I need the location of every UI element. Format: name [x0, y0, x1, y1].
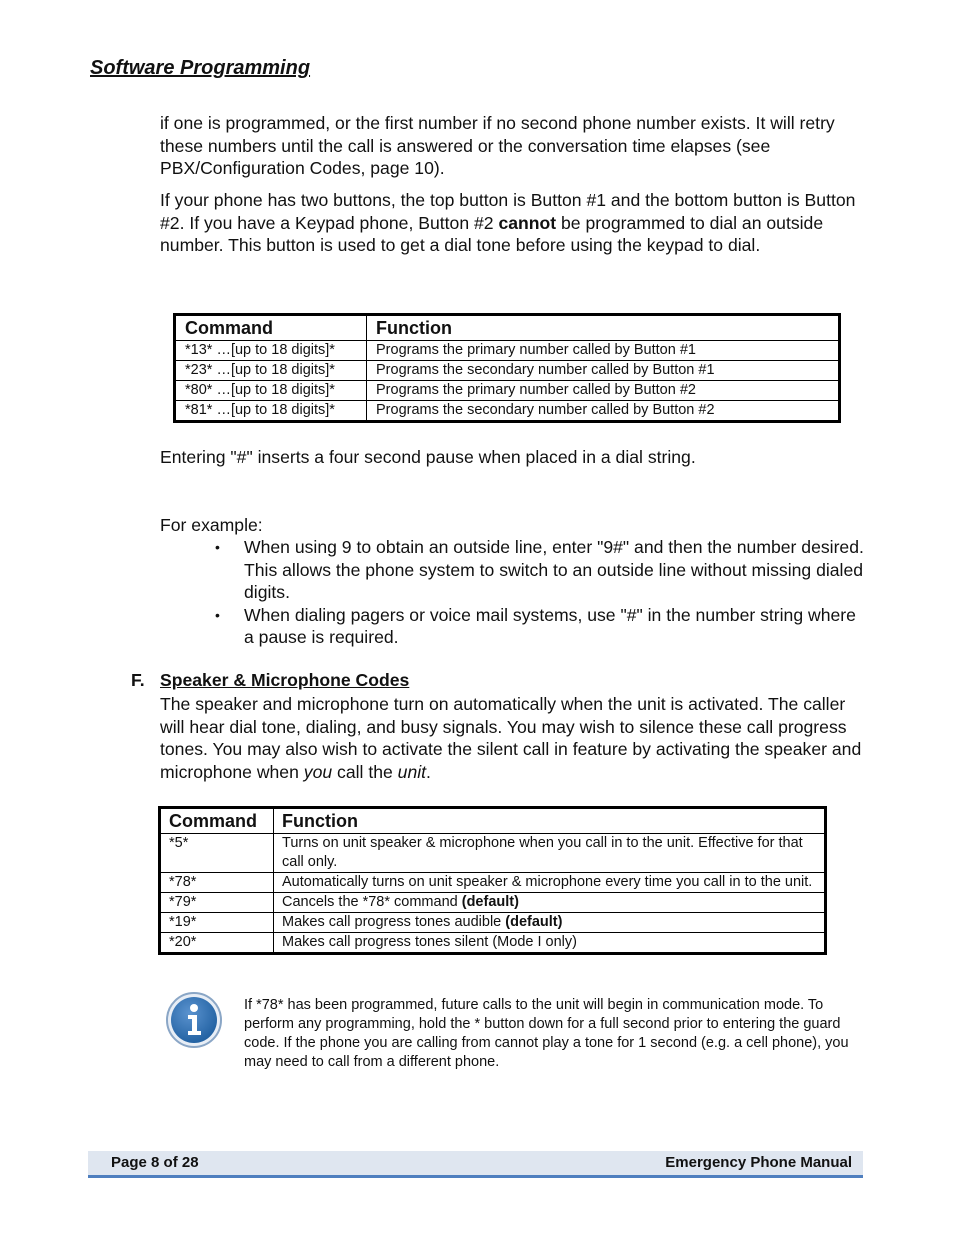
table-row	[175, 381, 840, 401]
speaker-command-table	[158, 806, 827, 955]
table-header-row	[160, 808, 826, 834]
function-cell: Programs the secondary number called by Button #2	[367, 401, 840, 422]
function-cell: Programs the secondary number called by Button #1	[367, 361, 840, 381]
command-cell: *80* …[up to 18 digits]*	[175, 381, 367, 401]
info-icon	[165, 991, 223, 1049]
table-row	[160, 873, 826, 893]
table-row	[160, 834, 826, 873]
command-cell: *20*	[160, 933, 274, 954]
button-command-table	[173, 313, 841, 423]
command-cell: *5*	[160, 834, 274, 873]
intro-paragraph-2: If your phone has two buttons, the top button is Button #1 and the bottom button is Button #2. If you have a Keypad phone, Button #2 cannot be programmed to dial an outside number. This button is used to get a dial tone before using the keypad to dial.	[160, 190, 856, 255]
pause-note: Entering "#" inserts a four second pause when placed in a dial string.	[160, 447, 696, 467]
table-header-row	[175, 315, 840, 341]
bullet-icon: •	[215, 539, 220, 555]
section-letter: F.	[131, 670, 145, 690]
function-cell: Automatically turns on unit speaker & microphone every time you call in to the unit.	[274, 873, 826, 893]
table-row	[175, 341, 840, 361]
bullet-icon: •	[215, 606, 220, 623]
column-header: Command	[175, 315, 367, 341]
table-row	[175, 401, 840, 422]
table-row	[160, 933, 826, 954]
section-title: Speaker & Microphone Codes	[160, 670, 410, 690]
column-header: Command	[160, 808, 274, 834]
intro-paragraph-1: if one is programmed, or the first number if no second phone number exists. It will retry these numbers until the call is answered or the conversation time elapses (see PBX/Configuration Codes, page 10).	[160, 113, 835, 178]
table-row	[160, 913, 826, 933]
section-f-body: The speaker and microphone turn on automatically when the unit is activated. The caller will hear dial tone, dialing, and busy signals. You may wish to silence these call progress tones. You may also wish to activate the silent call in feature by activating the speaker and microphone when you call the unit.	[160, 694, 862, 782]
function-cell: Turns on unit speaker & microphone when you call in to the unit. Effective for that call only.	[274, 834, 826, 873]
list-item: • When using 9 to obtain an outside line, enter "9#" and then the number desired. This allows the phone system to switch to an outside line without missing dialed digits.	[215, 537, 864, 602]
table-row	[175, 361, 840, 381]
function-cell: Programs the primary number called by Button #1	[367, 341, 840, 361]
example-list	[215, 536, 865, 649]
function-cell: Makes call progress tones silent (Mode I only)	[274, 933, 826, 954]
command-cell: *81* …[up to 18 digits]*	[175, 401, 367, 422]
info-note: If *78* has been programmed, future calls to the unit will begin in communication mode. To perform any programming, hold the * button down for a full second prior to entering the guard code. If the phone you are calling from cannot play a tone for 1 second (e.g. a cell phone), you may need to call from a different phone.	[244, 997, 849, 1070]
manual-title: Emergency Phone Manual	[665, 1154, 852, 1171]
table-row	[160, 893, 826, 913]
command-cell: *19*	[160, 913, 274, 933]
section-header: Software Programming	[90, 57, 311, 79]
command-cell: *79*	[160, 893, 274, 913]
page-footer	[88, 1151, 863, 1178]
page-number: Page 8 of 28	[111, 1154, 199, 1171]
column-header: Function	[274, 808, 826, 834]
function-cell: Cancels the *78* command (default)	[274, 893, 826, 913]
command-cell: *23* …[up to 18 digits]*	[175, 361, 367, 381]
list-item: • When dialing pagers or voice mail systems, use "#" in the number string where a pause is required.	[215, 604, 856, 647]
function-cell: Makes call progress tones audible (default)	[274, 913, 826, 933]
function-cell: Programs the primary number called by Button #2	[367, 381, 840, 401]
example-label: For example:	[160, 515, 263, 535]
command-cell: *13* …[up to 18 digits]*	[175, 341, 367, 361]
command-cell: *78*	[160, 873, 274, 893]
column-header: Function	[367, 315, 840, 341]
